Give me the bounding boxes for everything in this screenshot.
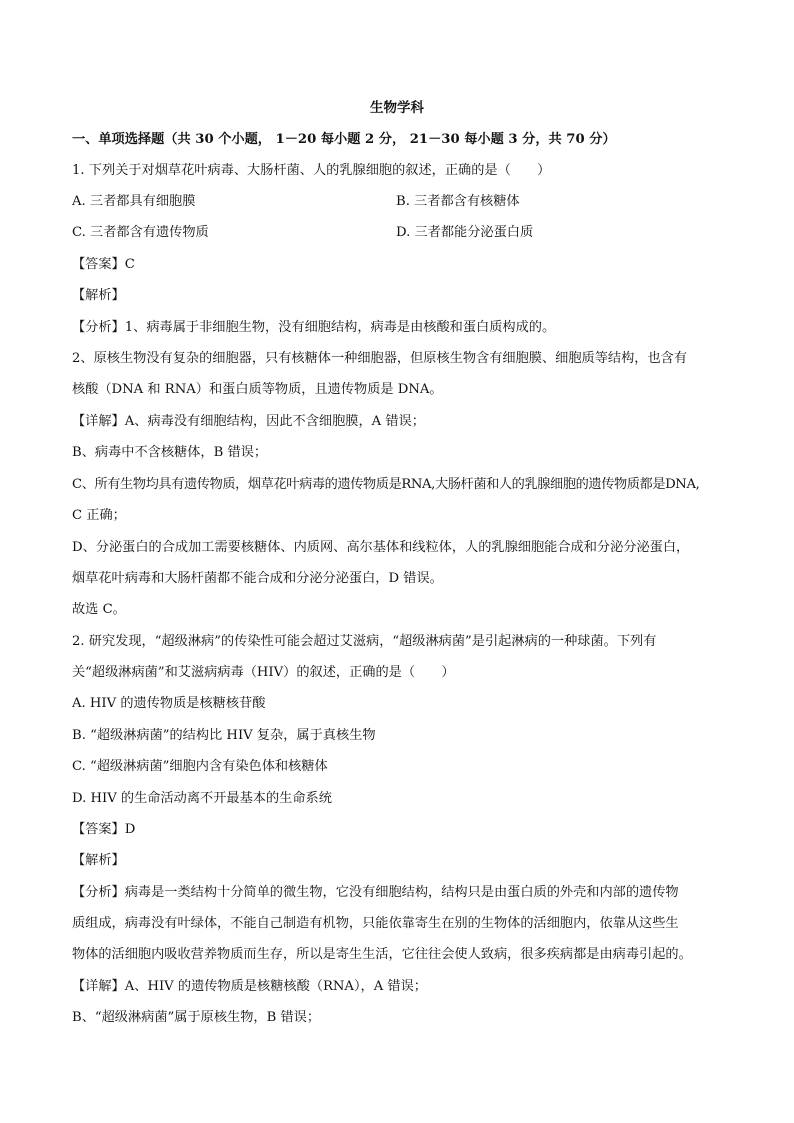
- question-2-option-b: B. “超级淋病菌”的结构比 HIV 复杂，属于真核生物: [72, 728, 376, 743]
- question-2-analysis-label: 【解析】: [72, 853, 125, 868]
- question-2-option-c: C. “超级淋病菌”细胞内含有染色体和核糖体: [72, 759, 328, 774]
- question-1-analysis-line: 【详解】A、病毒没有细胞结构，因此不含细胞膜，A 错误；: [72, 414, 425, 429]
- question-2-answer: [72, 820, 732, 840]
- answer-label: 【答案】: [72, 822, 125, 837]
- question-1-analysis-line: C 正确；: [72, 508, 126, 523]
- question-2-stem: 2. 研究发现，“超级淋病”的传染性可能会超过艾滋病，“超级淋病菌”是引起淋病的一种球菌。下列有: [72, 634, 657, 649]
- question-1-option-a: A. 三者都具有细胞膜: [72, 194, 196, 209]
- question-1-analysis-line: 2、原核生物没有复杂的细胞器，只有核糖体一种细胞器，但原核生物含有细胞膜、细胞质等结构，也含有: [72, 351, 688, 366]
- question-2-analysis-line: 物体的活细胞内吸收营养物质而生存，所以是寄生生活，它往往会使人致病，很多疾病都是由病毒引起的。: [72, 947, 692, 962]
- question-2-analysis-line: 【详解】A、HIV 的遗传物质是核糖核酸（RNA），A 错误；: [72, 979, 427, 994]
- question-1-analysis-line: C、所有生物均具有遗传物质，烟草花叶病毒的遗传物质是RNA,大肠杆菌和人的乳腺细胞的遗传物质都是DNA,: [72, 477, 700, 492]
- question-1-option-c: C. 三者都含有遗传物质: [72, 225, 209, 240]
- question-1-stem: 1. 下列关于对烟草花叶病毒、大肠杆菌、人的乳腺细胞的叙述，正确的是（ ）: [72, 163, 551, 178]
- question-1-option-b: B. 三者都含有核糖体: [396, 194, 520, 209]
- page-title: 生物学科: [370, 100, 424, 116]
- question-1-option-d: D. 三者都能分泌蛋白质: [396, 225, 534, 240]
- question-1-conclusion: 故选 C。: [72, 602, 126, 617]
- question-1-analysis-line: D、分泌蛋白的合成加工需要核糖体、内质网、高尔基体和线粒体，人的乳腺细胞能合成和分泌分泌蛋白，: [72, 540, 690, 555]
- question-1-answer: [72, 255, 732, 275]
- question-2-option-a: A. HIV 的遗传物质是核糖核苷酸: [72, 696, 266, 711]
- question-2-analysis-line: B、“超级淋病菌”属于原核生物，B 错误；: [72, 1010, 321, 1025]
- section-heading: 一、单项选择题（共 30 个小题， 1－20 每小题 2 分， 21－30 每小题 3 分，共 70 分）: [72, 132, 616, 147]
- question-2-stem-continued: 关“超级淋病菌”和艾滋病病毒（HIV）的叙述，正确的是（ ）: [72, 665, 455, 680]
- question-1-analysis-line: 【分析】1、病毒属于非细胞生物，没有细胞结构，病毒是由核酸和蛋白质构成的。: [72, 320, 556, 335]
- answer-label: 【答案】: [72, 257, 125, 272]
- question-2-analysis-line: 【分析】病毒是一类结构十分简单的微生物，它没有细胞结构，结构只是由蛋白质的外壳和内部的遗传物: [72, 885, 679, 900]
- question-1-analysis-line: B、病毒中不含核糖体，B 错误；: [72, 445, 268, 460]
- question-1-analysis-label: 【解析】: [72, 288, 125, 303]
- question-2-analysis-line: 质组成，病毒没有叶绿体，不能自己制造有机物，只能依靠寄生在别的生物体的活细胞内，依靠从这些生: [72, 916, 679, 931]
- question-1-analysis-line: 烟草花叶病毒和大肠杆菌都不能合成和分泌分泌蛋白，D 错误。: [72, 571, 443, 586]
- answer-value: D: [124, 822, 136, 837]
- question-2-option-d: D. HIV 的生命活动离不开最基本的生命系统: [72, 791, 332, 806]
- question-1-analysis-line: 核酸（DNA 和 RNA）和蛋白质等物质，且遗传物质是 DNA。: [72, 382, 443, 397]
- answer-value: C: [124, 257, 135, 272]
